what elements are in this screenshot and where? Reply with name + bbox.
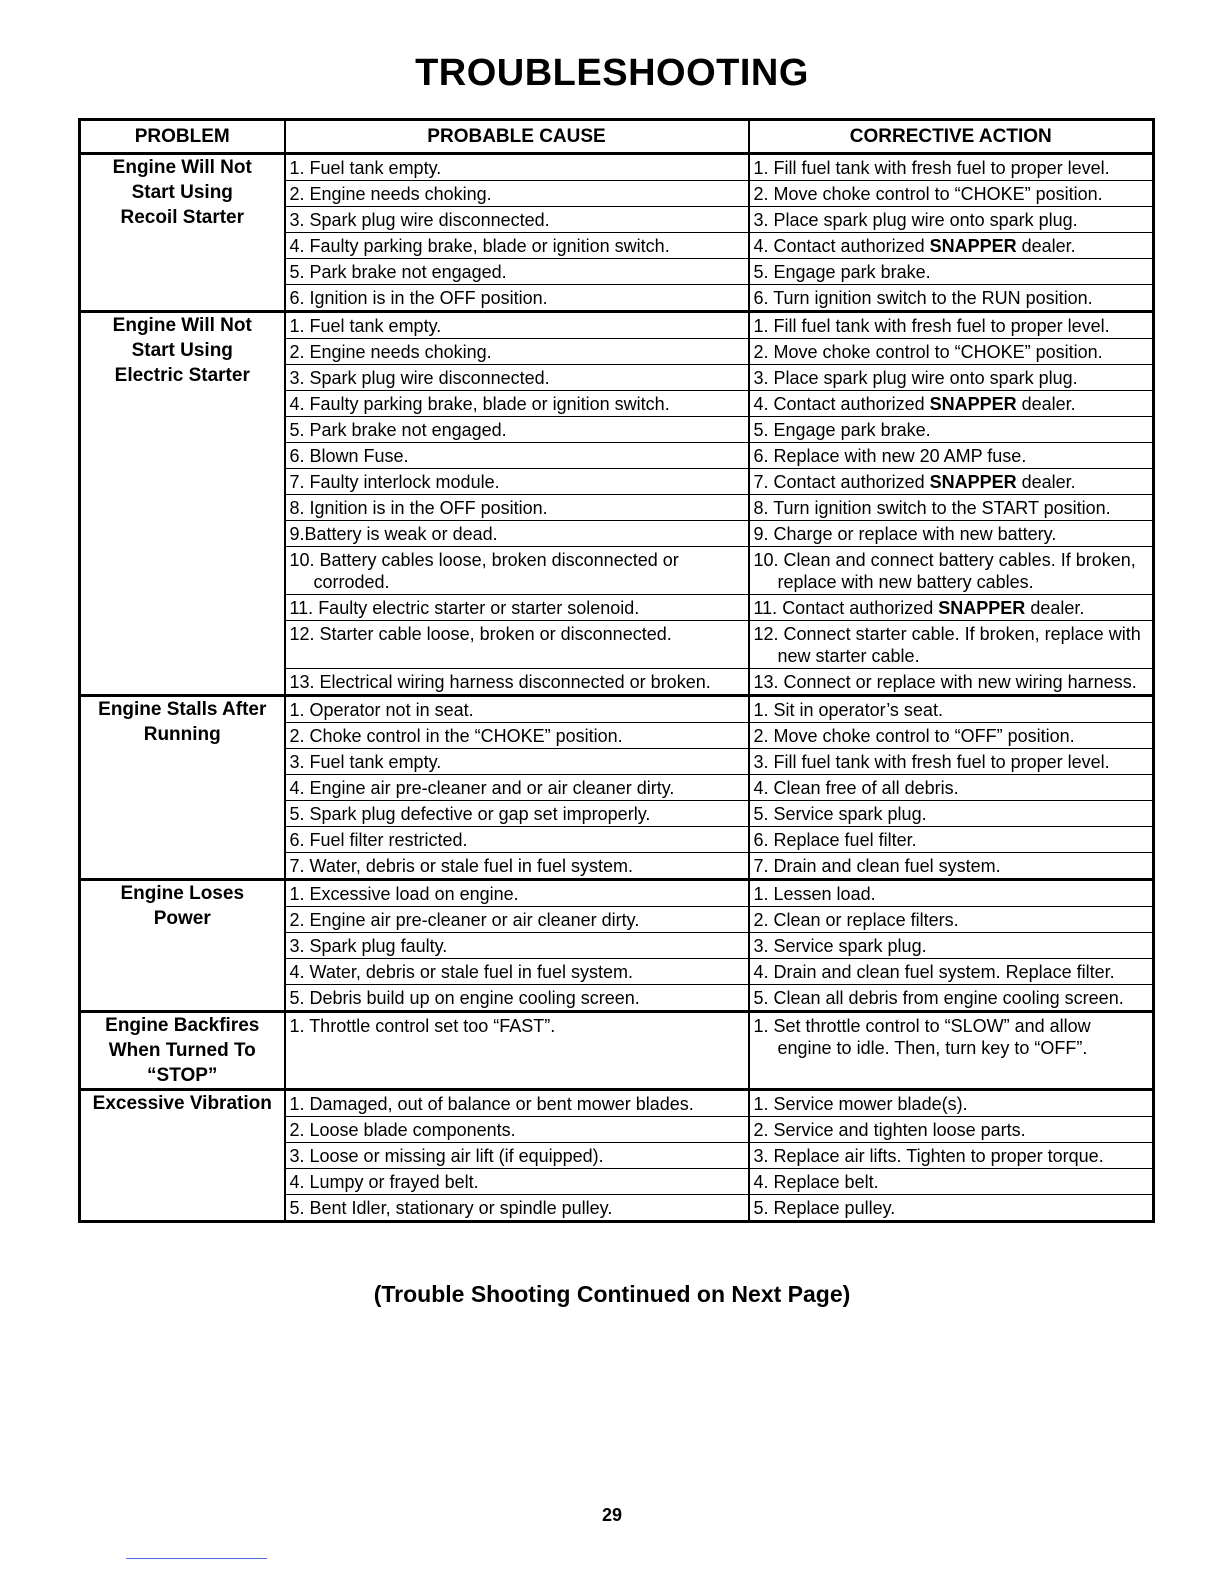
probable-cause-cell: 4. Lumpy or frayed belt. (285, 1169, 749, 1195)
problem-line: Excessive Vibration (92, 1093, 272, 1114)
corrective-action-cell: 10. Clean and connect battery cables. If broken, replace with new battery cables. (749, 547, 1154, 595)
probable-cause-cell: 5. Park brake not engaged. (285, 417, 749, 443)
problem-line: Start Using (131, 340, 233, 361)
problem-line: Engine Loses (120, 883, 245, 904)
probable-cause-cell: 3. Loose or missing air lift (if equipped). (285, 1143, 749, 1169)
corrective-action-cell: 1. Fill fuel tank with fresh fuel to proper level. (749, 154, 1154, 181)
probable-cause-cell: 2. Loose blade components. (285, 1117, 749, 1143)
corrective-action-cell: 5. Service spark plug. (749, 801, 1154, 827)
corrective-action-cell: 1. Set throttle control to “SLOW” and allow engine to idle. Then, turn key to “OFF”. (749, 1012, 1154, 1090)
probable-cause-cell: 1. Fuel tank empty. (285, 154, 749, 181)
problem-cell (80, 154, 285, 312)
problem-line: “STOP” (147, 1065, 218, 1086)
probable-cause-cell: 1. Operator not in seat. (285, 696, 749, 723)
problem-line: Start Using (131, 182, 233, 203)
corrective-action-cell: 3. Place spark plug wire onto spark plug. (749, 365, 1154, 391)
probable-cause-cell: 7. Water, debris or stale fuel in fuel system. (285, 853, 749, 880)
header-problem: PROBLEM (80, 120, 285, 154)
probable-cause-cell: 2. Engine air pre-cleaner or air cleaner dirty. (285, 907, 749, 933)
footer-rule (126, 1558, 267, 1559)
table-header (80, 120, 1154, 154)
probable-cause-cell: 4. Engine air pre-cleaner and or air cleaner dirty. (285, 775, 749, 801)
problem-cell (80, 696, 285, 880)
probable-cause-cell: 2. Engine needs choking. (285, 181, 749, 207)
corrective-action-cell: 3. Fill fuel tank with fresh fuel to proper level. (749, 749, 1154, 775)
problem-line: Engine Will Not (112, 157, 252, 178)
corrective-action-cell: 2. Clean or replace filters. (749, 907, 1154, 933)
problem-line: Engine Will Not (112, 315, 252, 336)
probable-cause-cell: 6. Fuel filter restricted. (285, 827, 749, 853)
action-text: dealer. (1016, 236, 1076, 256)
corrective-action-cell: 6. Replace fuel filter. (749, 827, 1154, 853)
corrective-action-cell: 5. Clean all debris from engine cooling screen. (749, 985, 1154, 1012)
probable-cause-cell: 6. Blown Fuse. (285, 443, 749, 469)
probable-cause-cell: 8. Ignition is in the OFF position. (285, 495, 749, 521)
probable-cause-cell: 1. Throttle control set too “FAST”. (285, 1012, 749, 1090)
probable-cause-cell: 11. Faulty electric starter or starter solenoid. (285, 595, 749, 621)
corrective-action-cell: 2. Move choke control to “CHOKE” position. (749, 181, 1154, 207)
corrective-action-cell: 1. Lessen load. (749, 880, 1154, 907)
probable-cause-cell: 9.Battery is weak or dead. (285, 521, 749, 547)
probable-cause-cell: 3. Spark plug wire disconnected. (285, 365, 749, 391)
corrective-action-cell (749, 391, 1154, 417)
action-text: dealer. (1025, 598, 1085, 618)
action-text: 7. Contact authorized (753, 472, 930, 492)
troubleshooting-table (78, 118, 1155, 1223)
corrective-action-cell: 13. Connect or replace with new wiring harness. (749, 669, 1154, 696)
probable-cause-cell: 3. Spark plug wire disconnected. (285, 207, 749, 233)
probable-cause-cell: 1. Excessive load on engine. (285, 880, 749, 907)
corrective-action-cell: 5. Replace pulley. (749, 1195, 1154, 1222)
probable-cause-cell: 4. Faulty parking brake, blade or ignition switch. (285, 233, 749, 259)
corrective-action-cell: 4. Replace belt. (749, 1169, 1154, 1195)
corrective-action-cell: 3. Service spark plug. (749, 933, 1154, 959)
problem-cell (80, 880, 285, 1012)
probable-cause-cell: 5. Spark plug defective or gap set improperly. (285, 801, 749, 827)
corrective-action-cell (749, 469, 1154, 495)
probable-cause-cell: 5. Bent Idler, stationary or spindle pulley. (285, 1195, 749, 1222)
dealer-brand: SNAPPER (938, 598, 1026, 618)
table-row (80, 1090, 1154, 1117)
corrective-action-cell: 6. Replace with new 20 AMP fuse. (749, 443, 1154, 469)
table-row (80, 312, 1154, 339)
continued-note: (Trouble Shooting Continued on Next Page) (373, 1281, 851, 1307)
problem-cell (80, 312, 285, 696)
problem-line: Electric Starter (114, 365, 250, 386)
problem-line: Power (153, 908, 211, 929)
dealer-brand: SNAPPER (929, 236, 1017, 256)
action-text: dealer. (1016, 394, 1076, 414)
action-text: dealer. (1016, 472, 1076, 492)
corrective-action-cell: 1. Sit in operator’s seat. (749, 696, 1154, 723)
probable-cause-cell: 3. Spark plug faulty. (285, 933, 749, 959)
corrective-action-cell: 4. Drain and clean fuel system. Replace filter. (749, 959, 1154, 985)
probable-cause-cell: 4. Faulty parking brake, blade or ignition switch. (285, 391, 749, 417)
page-title: TROUBLESHOOTING (415, 52, 809, 94)
problem-cell (80, 1012, 285, 1090)
corrective-action-cell: 1. Service mower blade(s). (749, 1090, 1154, 1117)
table-body (80, 154, 1154, 1222)
probable-cause-cell: 2. Engine needs choking. (285, 339, 749, 365)
probable-cause-cell: 1. Fuel tank empty. (285, 312, 749, 339)
problem-line: Engine Backfires (105, 1015, 260, 1036)
corrective-action-cell: 3. Place spark plug wire onto spark plug. (749, 207, 1154, 233)
corrective-action-cell: 5. Engage park brake. (749, 259, 1154, 285)
probable-cause-cell: 3. Fuel tank empty. (285, 749, 749, 775)
probable-cause-cell: 6. Ignition is in the OFF position. (285, 285, 749, 312)
action-text: 11. Contact authorized (753, 598, 939, 618)
header-probable-cause: PROBABLE CAUSE (285, 120, 749, 154)
probable-cause-cell: 7. Faulty interlock module. (285, 469, 749, 495)
problem-cell (80, 1090, 285, 1222)
action-text: 4. Contact authorized (753, 236, 930, 256)
probable-cause-cell: 10. Battery cables loose, broken disconnected or corroded. (285, 547, 749, 595)
problem-line: Recoil Starter (120, 207, 245, 228)
probable-cause-cell: 13. Electrical wiring harness disconnected or broken. (285, 669, 749, 696)
problem-line: Engine Stalls After (98, 699, 267, 720)
probable-cause-cell: 12. Starter cable loose, broken or disconnected. (285, 621, 749, 669)
corrective-action-cell: 12. Connect starter cable. If broken, replace with new starter cable. (749, 621, 1154, 669)
corrective-action-cell: 9. Charge or replace with new battery. (749, 521, 1154, 547)
probable-cause-cell: 2. Choke control in the “CHOKE” position. (285, 723, 749, 749)
header-corrective-action: CORRECTIVE ACTION (749, 120, 1154, 154)
problem-line: When Turned To (108, 1040, 256, 1061)
corrective-action-cell: 5. Engage park brake. (749, 417, 1154, 443)
corrective-action-cell: 2. Service and tighten loose parts. (749, 1117, 1154, 1143)
table-row (80, 154, 1154, 181)
probable-cause-cell: 5. Park brake not engaged. (285, 259, 749, 285)
corrective-action-cell: 6. Turn ignition switch to the RUN position. (749, 285, 1154, 312)
corrective-action-cell: 7. Drain and clean fuel system. (749, 853, 1154, 880)
dealer-brand: SNAPPER (929, 472, 1017, 492)
corrective-action-cell: 2. Move choke control to “OFF” position. (749, 723, 1154, 749)
table-row (80, 1012, 1154, 1090)
probable-cause-cell: 5. Debris build up on engine cooling screen. (285, 985, 749, 1012)
table-row (80, 880, 1154, 907)
corrective-action-cell: 2. Move choke control to “CHOKE” position. (749, 339, 1154, 365)
corrective-action-cell (749, 595, 1154, 621)
corrective-action-cell: 1. Fill fuel tank with fresh fuel to proper level. (749, 312, 1154, 339)
table-row (80, 696, 1154, 723)
page-number: 29 (601, 1505, 623, 1525)
action-text: 4. Contact authorized (753, 394, 930, 414)
corrective-action-cell: 4. Clean free of all debris. (749, 775, 1154, 801)
probable-cause-cell: 1. Damaged, out of balance or bent mower blades. (285, 1090, 749, 1117)
dealer-brand: SNAPPER (929, 394, 1017, 414)
probable-cause-cell: 4. Water, debris or stale fuel in fuel system. (285, 959, 749, 985)
problem-line: Running (143, 724, 221, 745)
corrective-action-cell: 8. Turn ignition switch to the START position. (749, 495, 1154, 521)
corrective-action-cell (749, 233, 1154, 259)
corrective-action-cell: 3. Replace air lifts. Tighten to proper torque. (749, 1143, 1154, 1169)
